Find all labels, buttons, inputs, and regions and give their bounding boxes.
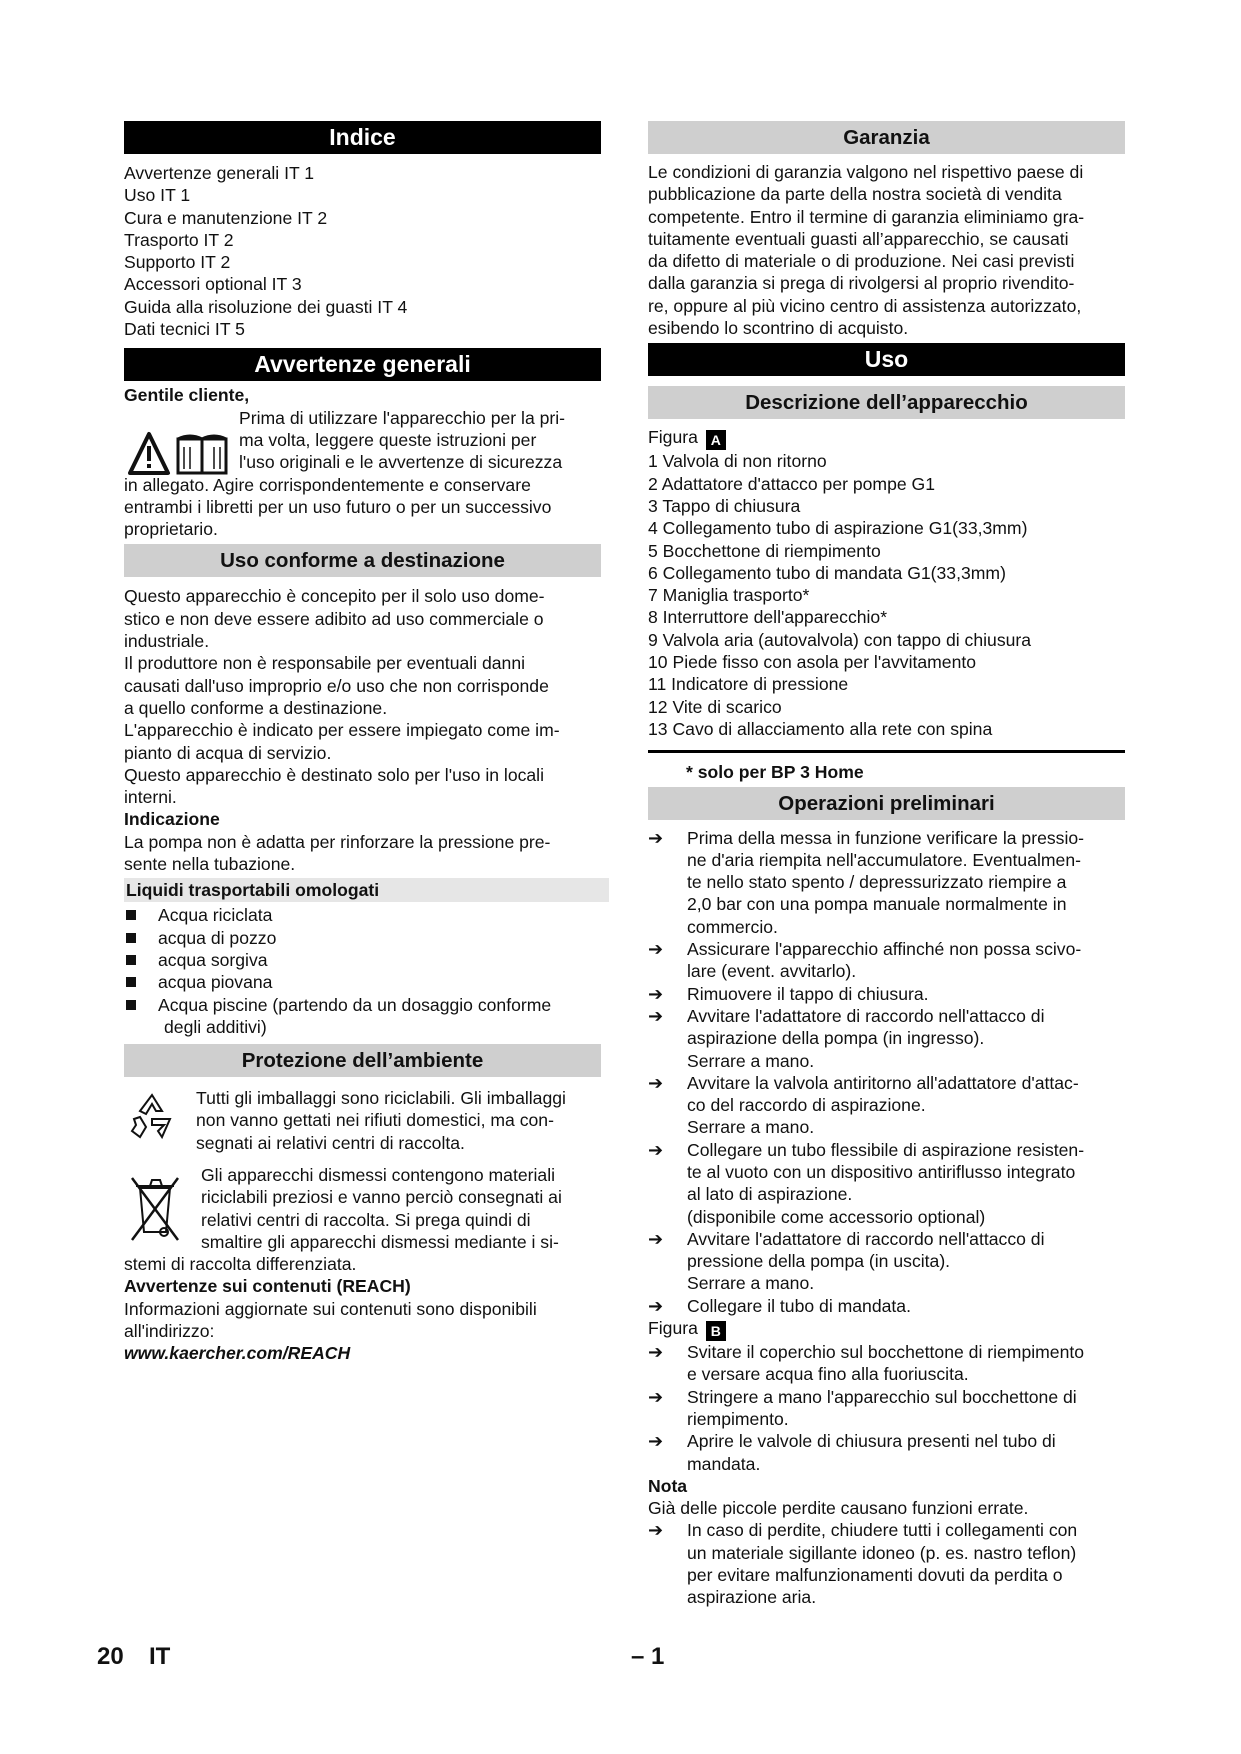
reach-label: Avvertenze sui contenuti (REACH) — [124, 1276, 411, 1297]
list-item: 12 Vite di scarico — [648, 696, 782, 717]
text-line: riempimento. — [687, 1408, 789, 1429]
list-item: 11 Indicatore di pressione — [648, 674, 849, 695]
text-line: proprietario. — [124, 519, 218, 540]
list-item: Acqua riciclata — [124, 904, 609, 926]
step-item — [648, 1519, 1135, 1608]
prelim-steps — [648, 827, 1135, 1318]
text-line: commercio. — [687, 916, 778, 937]
text-line: un materiale sigillante idoneo (p. es. nastro teflon) — [687, 1542, 1077, 1563]
warranty-text — [648, 161, 1135, 339]
text-line: a quello conforme a destinazione. — [124, 697, 388, 718]
step-item — [648, 1430, 1135, 1475]
text-line: pubblicazione da parte della nostra società di vendita — [648, 184, 1062, 205]
language-code: IT — [149, 1643, 171, 1670]
step-item — [648, 827, 1135, 938]
right-column — [648, 121, 1135, 1609]
text-line: Serrare a mano. — [687, 1117, 815, 1138]
toc-item[interactable]: Dati tecnici IT 5 — [124, 319, 245, 340]
text-line: relativi centri di raccolta. Si prega quindi di — [201, 1209, 531, 1230]
text-line: Rimuovere il tappo di chiusura. — [687, 983, 929, 1004]
figure-a-badge: A — [706, 430, 726, 450]
text-line: causati dall'uso improprio e/o uso che non corrisponde — [124, 675, 549, 696]
text-line: te al vuoto con un dispositivo antiriflusso integrato — [687, 1161, 1076, 1182]
text-line: esibendo lo scontrino di acquisto. — [648, 318, 909, 339]
text-line: segnati ai relativi centri di raccolta. — [196, 1132, 465, 1153]
text-line: ma volta, leggere queste istruzioni per — [239, 429, 537, 450]
text-line: lare (event. avvitarlo). — [687, 961, 857, 982]
liquids-title: Liquidi trasportabili omologati — [124, 878, 609, 902]
text-line: aspirazione della pompa (in ingresso). — [687, 1028, 985, 1049]
text-line: da difetto di materiale o di produzione. Nei casi previsti — [648, 251, 1075, 272]
text-line: pianto di acqua di servizio. — [124, 742, 332, 763]
figure-a-label: Figura A — [648, 426, 1135, 450]
text-line: in allegato. Agire corrispondentemente e conservare — [124, 474, 531, 495]
text-line: sente nella tubazione. — [124, 854, 296, 875]
step-item — [648, 1228, 1135, 1295]
text-line: (disponibile come accessorio optional) — [687, 1206, 986, 1227]
text-line: L'apparecchio è indicato per essere impiegato come im- — [124, 720, 560, 741]
warning-manual-icon — [128, 431, 232, 477]
text-line: Collegare un tubo flessibile di aspirazione resisten- — [687, 1139, 1085, 1160]
footnote: * solo per BP 3 Home — [686, 762, 864, 783]
list-item: 5 Bocchettone di riempimento — [648, 540, 881, 561]
use-title: Uso — [648, 343, 1125, 376]
text-line: Tutti gli imballaggi sono riciclabili. Gli imballaggi — [196, 1088, 566, 1109]
figure-b-badge: B — [706, 1321, 726, 1341]
note-label: Indicazione — [124, 809, 220, 830]
arrow-icon: ➔ — [648, 1520, 664, 1541]
reach-link[interactable]: www.kaercher.com/REACH — [124, 1343, 351, 1364]
text-line: industriale. — [124, 631, 210, 652]
list-item: 2 Adattatore d'attacco per pompe G1 — [648, 473, 935, 494]
text-line: 2,0 bar con una pompa manuale normalmente in — [687, 894, 1067, 915]
text-line: Gli apparecchi dismessi contengono materiali — [201, 1164, 556, 1185]
arrow-icon: ➔ — [648, 939, 664, 960]
text-line: La pompa non è adatta per rinforzare la pressione pre- — [124, 831, 551, 852]
list-item: 1 Valvola di non ritorno — [648, 451, 827, 472]
list-item: 13 Cavo di allacciamento alla rete con spina — [648, 718, 993, 739]
toc-item[interactable]: Accessori optional IT 3 — [124, 274, 302, 295]
list-item: 10 Piede fisso con asola per l'avvitamento — [648, 652, 977, 673]
toc-item[interactable]: Guida alla risoluzione dei guasti IT 4 — [124, 296, 408, 317]
arrow-icon: ➔ — [648, 1342, 664, 1363]
bullet-icon — [126, 977, 136, 987]
step-item — [648, 1386, 1135, 1431]
toc-item[interactable]: Avvertenze generali IT 1 — [124, 163, 315, 183]
prelim-steps-c — [648, 1519, 1135, 1608]
disposal-block — [124, 1164, 609, 1275]
list-item: acqua di pozzo — [124, 927, 609, 949]
text-line: Avvitare l'adattatore di raccordo nell'attacco di — [687, 1005, 1045, 1026]
text-line: Assicurare l'apparecchio affinché non possa scivo- — [687, 939, 1082, 960]
text-line: re, oppure al più vicino centro di assistenza autorizzato, — [648, 295, 1082, 316]
nota-text: Già delle piccole perdite causano funzioni errate. — [648, 1498, 1029, 1519]
text-line: per evitare malfunzionamenti dovuti da perdita o — [687, 1565, 1063, 1586]
text-line: Questo apparecchio è concepito per il solo uso dome- — [124, 586, 545, 607]
description-title: Descrizione dell’apparecchio — [648, 386, 1125, 419]
text-line: Il produttore non è responsabile per eventuali danni — [124, 653, 526, 674]
page-number: 20 — [97, 1643, 124, 1670]
toc-item[interactable]: Cura e manutenzione IT 2 — [124, 207, 328, 228]
text-line: ne d'aria riempita nell'accumulatore. Eventualmen- — [687, 849, 1081, 870]
arrow-icon: ➔ — [648, 983, 664, 1004]
list-item: Acqua piscine (partendo da un dosaggio conforme degli additivi) — [124, 994, 609, 1039]
text-line: e versare acqua fino alla fuoriuscita. — [687, 1364, 969, 1385]
text-line: stemi di raccolta differenziata. — [124, 1254, 357, 1275]
step-item — [648, 938, 1135, 983]
step-item — [648, 1072, 1135, 1139]
text-line: Svitare il coperchio sul bocchettone di riempimento — [687, 1342, 1085, 1363]
arrow-icon: ➔ — [648, 1295, 664, 1316]
warning-block — [124, 407, 609, 541]
toc-title: Indice — [124, 121, 601, 154]
step-item — [648, 1295, 1135, 1317]
step-item — [648, 1139, 1135, 1228]
text-line: all'indirizzo: — [124, 1321, 215, 1342]
prelim-steps-b — [648, 1341, 1135, 1475]
toc-item[interactable]: Supporto IT 2 — [124, 252, 231, 273]
step-item — [648, 1005, 1135, 1072]
nota-label: Nota — [648, 1475, 688, 1496]
text-line: Serrare a mano. — [687, 1273, 815, 1294]
intended-use-text — [124, 585, 609, 875]
list-item: acqua sorgiva — [124, 949, 609, 971]
list-item: 9 Valvola aria (autovalvola) con tappo di chiusura — [648, 629, 1032, 650]
arrow-icon: ➔ — [648, 827, 664, 848]
page-section-number: – 1 — [631, 1643, 665, 1670]
text-line: Avvitare la valvola antiritorno all'adattatore d'attac- — [687, 1072, 1079, 1093]
table-of-contents — [124, 162, 609, 340]
text-line: non vanno gettati nei rifiuti domestici, ma con- — [196, 1110, 554, 1131]
step-item — [648, 1341, 1135, 1386]
list-item: 8 Interruttore dell'apparecchio* — [648, 607, 888, 628]
text-line: Avvitare l'adattatore di raccordo nell'attacco di — [687, 1228, 1045, 1249]
bullet-icon — [126, 910, 136, 920]
arrow-icon: ➔ — [648, 1005, 664, 1026]
figure-b-label: Figura B — [648, 1317, 1135, 1341]
divider — [648, 750, 1125, 753]
text-line: Questo apparecchio è destinato solo per l'uso in locali — [124, 764, 544, 785]
text-line: l'uso originali e le avvertenze di sicurezza — [239, 452, 563, 473]
text-line: entrambi i libretti per un uso futuro o per un successivo — [124, 496, 552, 517]
text-line: riciclabili preziosi e vanno perciò consegnati ai — [201, 1187, 562, 1208]
arrow-icon: ➔ — [648, 1386, 664, 1407]
text-line: Aprire le valvole di chiusura presenti nel tubo di — [687, 1431, 1056, 1452]
intended-use-title: Uso conforme a destinazione — [124, 544, 601, 577]
step-item — [648, 983, 1135, 1005]
text-line: Collegare il tubo di mandata. — [687, 1295, 911, 1316]
text-line: interni. — [124, 787, 177, 808]
text-line: Serrare a mano. — [687, 1050, 815, 1071]
list-item: acqua piovana — [124, 971, 609, 993]
text-line: dalla garanzia si prega di rivolgersi al proprio rivendito- — [648, 273, 1075, 294]
text-line: mandata. — [687, 1453, 761, 1474]
text-line: te nello stato spento / depressurizzato riempire a — [687, 872, 1067, 893]
warranty-title: Garanzia — [648, 121, 1125, 154]
text-line: aspirazione aria. — [687, 1587, 817, 1608]
text-line: co del raccordo di aspirazione. — [687, 1095, 926, 1116]
text-line: smaltire gli apparecchi dismessi mediante i si- — [201, 1231, 559, 1252]
text-line: tuitamente eventuali guasti all’apparecchio, se causati — [648, 228, 1069, 249]
arrow-icon: ➔ — [648, 1228, 664, 1249]
text-line: competente. Entro il termine di garanzia eliminiamo gra- — [648, 206, 1085, 227]
prelim-title: Operazioni preliminari — [648, 787, 1125, 820]
liquids-list — [124, 904, 609, 1038]
environment-title: Protezione dell’ambiente — [124, 1044, 601, 1077]
general-title: Avvertenze generali — [124, 348, 601, 381]
text-line: stico e non deve essere adibito ad uso commerciale o — [124, 608, 544, 629]
bullet-icon — [126, 1000, 136, 1010]
text-line: Le condizioni di garanzia valgono nel rispettivo paese di — [648, 162, 1084, 182]
text-line: Informazioni aggiornate sui contenuti sono disponibili — [124, 1298, 537, 1319]
list-item: 6 Collegamento tubo di mandata G1(33,3mm) — [648, 562, 1006, 583]
bullet-icon — [126, 933, 136, 943]
toc-item[interactable]: Trasporto IT 2 — [124, 229, 234, 250]
greeting: Gentile cliente, — [124, 385, 250, 406]
toc-item[interactable]: Uso IT 1 — [124, 185, 191, 206]
list-item: 4 Collegamento tubo di aspirazione G1(33,3mm) — [648, 518, 1028, 539]
text-line: In caso di perdite, chiudere tutti i collegamenti con — [687, 1520, 1078, 1541]
list-item: 3 Tappo di chiusura — [648, 495, 801, 516]
arrow-icon: ➔ — [648, 1431, 664, 1452]
crossed-bin-icon — [126, 1170, 184, 1248]
text-line: pressione della pompa (in uscita). — [687, 1251, 951, 1272]
text-line: Stringere a mano l'apparecchio sul bocchettone di — [687, 1386, 1077, 1407]
left-column — [124, 121, 609, 1365]
bullet-icon — [126, 955, 136, 965]
list-item: 7 Maniglia trasporto* — [648, 585, 810, 606]
recycle-block — [124, 1087, 609, 1154]
text-line: al lato di aspirazione. — [687, 1184, 853, 1205]
text-line: Prima della messa in funzione verificare la pressio- — [687, 827, 1085, 848]
parts-list — [648, 450, 1135, 740]
arrow-icon: ➔ — [648, 1139, 664, 1160]
recycle-icon — [126, 1091, 178, 1143]
arrow-icon: ➔ — [648, 1072, 664, 1093]
text-line: Prima di utilizzare l'apparecchio per la pri- — [239, 407, 566, 428]
